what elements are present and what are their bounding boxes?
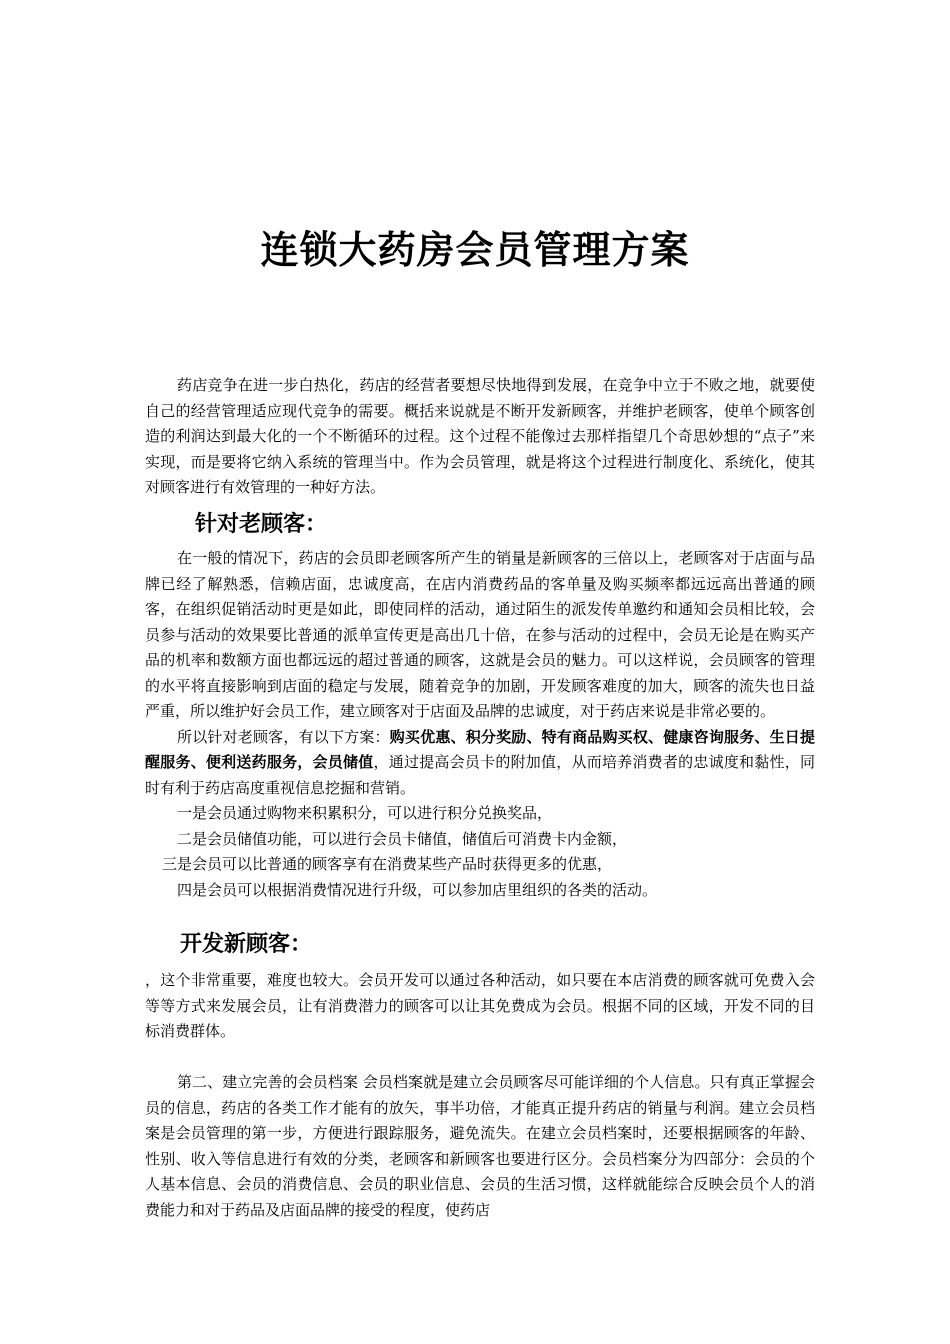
- heading-old-customers: 针对老顾客：: [195, 512, 328, 537]
- list-item-2: 二是会员储值功能，可以进行会员卡储值，储值后可消费卡内金额，: [177, 829, 628, 848]
- member-archive-section: [145, 1070, 815, 1223]
- old-customers-plan-paragraph: [145, 725, 815, 802]
- old-customers-section: [145, 546, 815, 903]
- plan-highlight: 购买优惠、积分奖励、特有商品购买权、健康咨询服务、生日提醒服务、便利送药服务，会员储值: [145, 727, 815, 771]
- list-item-4: 四是会员可以根据消费情况进行升级，可以参加店里组织的各类的活动。: [177, 880, 658, 899]
- plan-suffix: ，通过提高会员卡的附加值，从而培养消费者的忠诚度和黏性，同时有利于药店高度重视信息挖掘和营销。: [145, 753, 815, 797]
- old-customers-paragraph: 在一般的情况下，药店的会员即老顾客所产生的销量是新顾客的三倍以上，老顾客对于店面与品牌已经了解熟悉，信赖店面，忠诚度高，在店内消费药品的客单量及购买频率都远远高出普通的顾客，在组织促销活动时更是如此，即使同样的活动，通过陌生的派发传单邀约和通知会员相比较，会员参与活动的效果要比普通的派单宣传更是高出几十倍，在参与活动的过程中，会员无论是在购买产品的机率和数额方面也都远远的超过普通的顾客，这就是会员的魅力。可以这样说，会员顾客的管理的水平将直接影响到店面的稳定与发展，随着竞争的加剧，开发顾客难度的加大，顾客的流失也日益严重，所以维护好会员工作，建立顾客对于店面及品牌的忠诚度，对于药店来说是非常必要的。: [145, 549, 815, 720]
- list-item-1: 一是会员通过购物来积累积分，可以进行积分兑换奖品，: [177, 804, 553, 822]
- intro-section: [145, 373, 815, 501]
- document-title: 连锁大药房会员管理方案: [260, 228, 690, 272]
- new-customers-paragraph: ，这个非常重要，难度也较大。会员开发可以通过各种活动，如只要在本店消费的顾客就可免费入会等等方式来发展会员，让有消费潜力的顾客可以让其免费成为会员。根据不同的区域，开发不同的目标消费群体。: [145, 971, 815, 1040]
- member-archive-paragraph: 第二、建立完善的会员档案 会员档案就是建立会员顾客尽可能详细的个人信息。只有真正掌握会员的信息，药店的各类工作才能有的放矢，事半功倍，才能真正提升药店的销量与利润。建立会员档案是会员管理的第一步，方便进行跟踪服务，避免流失。在建立会员档案时，还要根据顾客的年龄、性别、收入等信息进行有效的分类，老顾客和新顾客也要进行区分。会员档案分为四部分：会员的个人基本信息、会员的消费信息、会员的职业信息、会员的生活习惯，这样就能综合反映会员个人的消费能力和对于药品及店面品牌的接受的程度，使药店: [145, 1073, 815, 1219]
- intro-paragraph: 药店竞争在进一步白热化，药店的经营者要想尽快地得到发展，在竞争中立于不败之地，就要使自己的经营管理适应现代竞争的需要。概括来说就是不断开发新顾客，并维护老顾客，使单个顾客创造的利润达到最大化的一个不断循环的过程。这个过程不能像过去那样指望几个奇思妙想的“点子”来实现，而是要将它纳入系统的管理当中。作为会员管理，就是将这个过程进行制度化、系统化，使其对顾客进行有效管理的一种好方法。: [145, 376, 815, 496]
- heading-new-customers: 开发新顾客：: [180, 932, 313, 957]
- plan-prefix: 所以针对老顾客，有以下方案：: [177, 727, 390, 746]
- list-item-3: 三是会员可以比普通的顾客享有在消费某些产品时获得更多的优惠，: [162, 855, 613, 873]
- new-customers-section: [145, 968, 815, 1045]
